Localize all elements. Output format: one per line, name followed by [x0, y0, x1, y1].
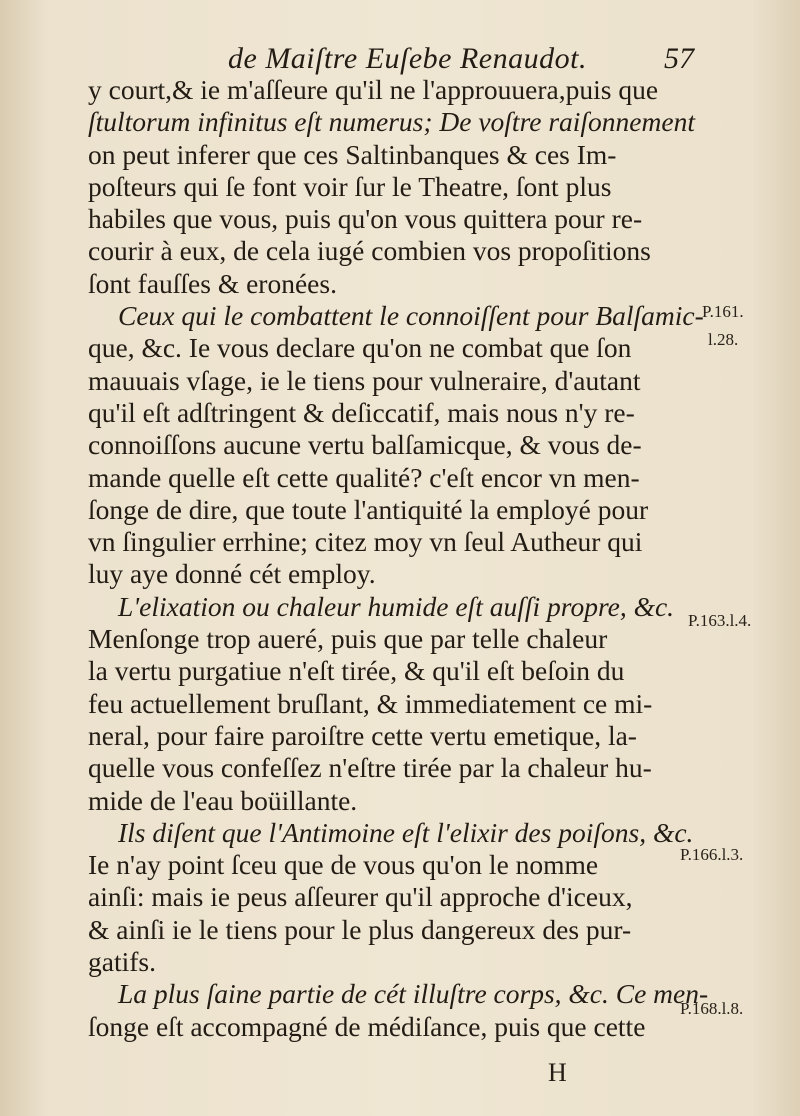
text-line: y court,& ie m'aſſeure qu'il ne l'approuuera,puis que	[88, 74, 659, 105]
body-text	[88, 74, 709, 1043]
margin-note: P.163.l.4.	[688, 611, 752, 630]
text-line: Ie n'ay point ſceu que de vous qu'on le nomme	[88, 849, 599, 881]
text-line: connoiſſons aucune vertu balſamicque, & vous de-	[88, 429, 642, 461]
text-line: la vertu purgatiue n'eſt tirée, & qu'il eſt beſoin du	[88, 655, 625, 687]
text-line: gatifs.	[88, 946, 156, 978]
text-line: Ils diſent que l'Antimoine eſt l'elixir des poiſons, &c.	[118, 816, 694, 848]
text-line: poſteurs qui ſe font voir ſur le Theatre, ſont plus	[88, 170, 612, 202]
text-line: que, &c. Ie vous declare qu'on ne combat que ſon	[88, 332, 632, 364]
text-line: luy aye donné cét employ.	[88, 558, 376, 590]
page-number: 57	[664, 42, 694, 75]
text-line: ainſi: mais ie peus aſſeurer qu'il approche d'iceux,	[88, 881, 633, 913]
text-line: mande quelle eſt cette qualité? c'eſt encor vn men-	[88, 461, 640, 493]
text-line: feu actuellement bruſlant, & immediatement ce mi-	[88, 687, 653, 719]
text-line: ſonge eſt accompagné de médiſance, puis que cette	[88, 1010, 646, 1042]
text-line: & ainſi ie le tiens pour le plus dangereux des pur-	[88, 913, 632, 945]
text-line: Menſonge trop aueré, puis que par telle chaleur	[88, 623, 608, 655]
margin-note: P.168.l.8.	[680, 999, 744, 1018]
text-line: mauuais vſage, ie le tiens pour vulneraire, d'autant	[88, 364, 641, 396]
margin-note: P.166.l.3.	[680, 845, 744, 864]
text-line: courir à eux, de cela iugé combien vos propoſitions	[88, 235, 651, 267]
text-line: Ceux qui le combattent le connoiſſent pour Balſamic-	[118, 300, 704, 332]
text-line: ſont fauſſes & eronées.	[88, 267, 337, 299]
text-line: ſonge de dire, que toute l'antiquité la employé pour	[88, 493, 649, 525]
text-line: vn ſingulier errhine; citez moy vn ſeul Autheur qui	[88, 526, 643, 558]
margin-note: l.28.	[708, 330, 739, 349]
text-line: neral, pour faire paroiſtre cette vertu emetique, la-	[88, 719, 637, 751]
signature-mark: H	[548, 1058, 567, 1087]
text-line: La plus ſaine partie de cét illuſtre corps, &c. Ce men-	[118, 978, 709, 1010]
text-line: on peut inferer que ces Saltinbanques & ces Im-	[88, 138, 617, 170]
text-line: ſtultorum infinitus eſt numerus; De voſtre raiſonnement	[88, 106, 695, 138]
running-title: de Maiſtre Euſebe Renaudot.	[228, 42, 587, 75]
text-line: quelle vous confeſſez n'eſtre tirée par la chaleur hu-	[88, 752, 652, 784]
margin-note: P.161.	[702, 302, 744, 321]
text-line: L'elixation ou chaleur humide eſt auſſi propre, &c.	[118, 590, 675, 622]
text-line: habiles que vous, puis qu'on vous quittera pour re-	[88, 203, 643, 235]
text-line: qu'il eſt adſtringent & deſiccatif, mais nous n'y re-	[88, 396, 635, 428]
text-line: mide de l'eau boüillante.	[88, 784, 358, 816]
